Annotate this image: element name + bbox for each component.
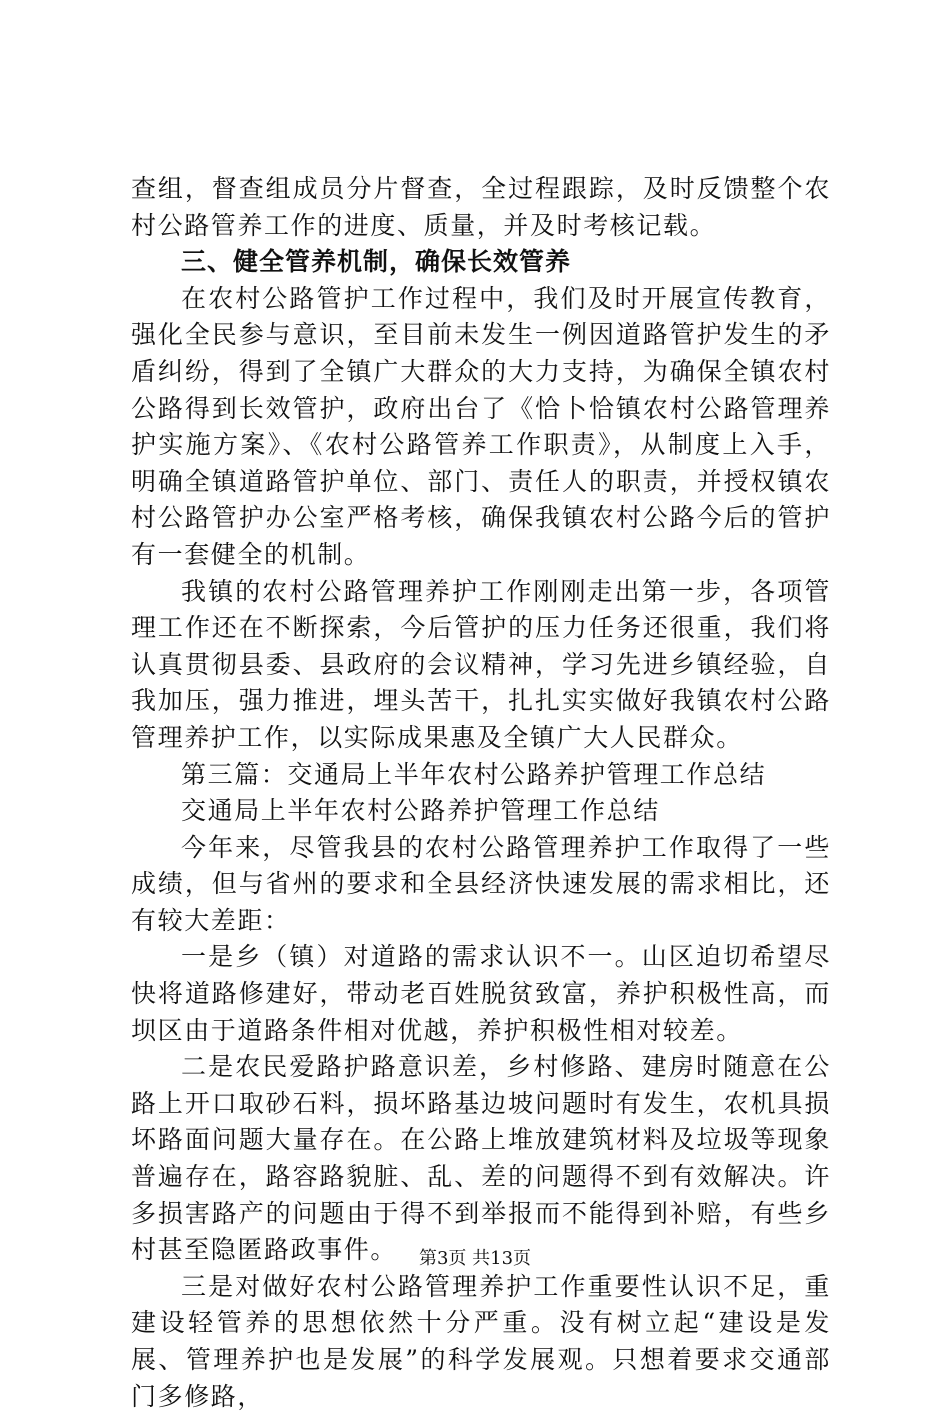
paragraph-report-title: 交通局上半年农村公路养护管理工作总结: [181, 796, 660, 826]
paragraph-point-one: 一是乡（镇）对道路的需求认识不一。山区迫切希望尽快将道路修建好，带动老百姓脱贫致富，养护积极性高，而坝区由于道路条件相对优越，养护积极性相对较差。: [131, 942, 831, 1045]
paragraph-intro: 今年来，尽管我县的农村公路管理养护工作取得了一些成绩，但与省州的要求和全县经济快速发展的需求相比，还有较大差距：: [131, 832, 831, 935]
paragraph-point-two: 二是农民爱路护路意识差，乡村修路、建房时随意在公路上开口取砂石料，损坏路基边坡问题时有发生，农机具损坏路面问题大量存在。在公路上堆放建筑材料及垃圾等现象普遍存在，路容路貌脏、乱、差的问题得不到有效解决。许多损害路产的问题由于得不到举报而不能得到补赔，有些乡村甚至隐匿路政事件。: [131, 1052, 831, 1265]
paragraph-point-three: 三是对做好农村公路管理养护工作重要性认识不足，重建设轻管养的思想依然十分严重。没有树立起“建设是发展、管理养护也是发展”的科学发展观。只想着要求交通部门多修路，: [131, 1271, 831, 1411]
page-number-footer: 第3页 共13页: [418, 1248, 532, 1269]
paragraph-part-three-title: 第三篇：交通局上半年农村公路养护管理工作总结: [181, 759, 767, 789]
paragraph-publicity: 在农村公路管护工作过程中，我们及时开展宣传教育，强化全民参与意识，至目前未发生一例因道路管护发生的矛盾纠纷，得到了全镇广大群众的大力支持，为确保全镇农村公路得到长效管护，政府出台了《恰卜恰镇农村公路管理养护实施方案》、《农村公路管养工作职责》，从制度上入手，明确全镇道路管护单位、部门、责任人的职责，并授权镇农村公路管护办公室严格考核，确保我镇农村公路今后的管护有一套健全的机制。: [131, 283, 831, 569]
paragraph-continuation: 查组，督查组成员分片督查，全过程跟踪，及时反馈整个农村公路管养工作的进度、质量，并及时考核记载。: [131, 174, 831, 240]
section-heading: 三、健全管养机制，确保长效管养: [181, 247, 572, 277]
document-body: [131, 171, 831, 1415]
paragraph-outlook: 我镇的农村公路管理养护工作刚刚走出第一步，各项管理工作还在不断探索，今后管护的压力任务还很重，我们将认真贯彻县委、县政府的会议精神，学习先进乡镇经验，自我加压，强力推进，埋头苦干，扎扎实实做好我镇农村公路管理养护工作，以实际成果惠及全镇广大人民群众。: [131, 576, 831, 752]
